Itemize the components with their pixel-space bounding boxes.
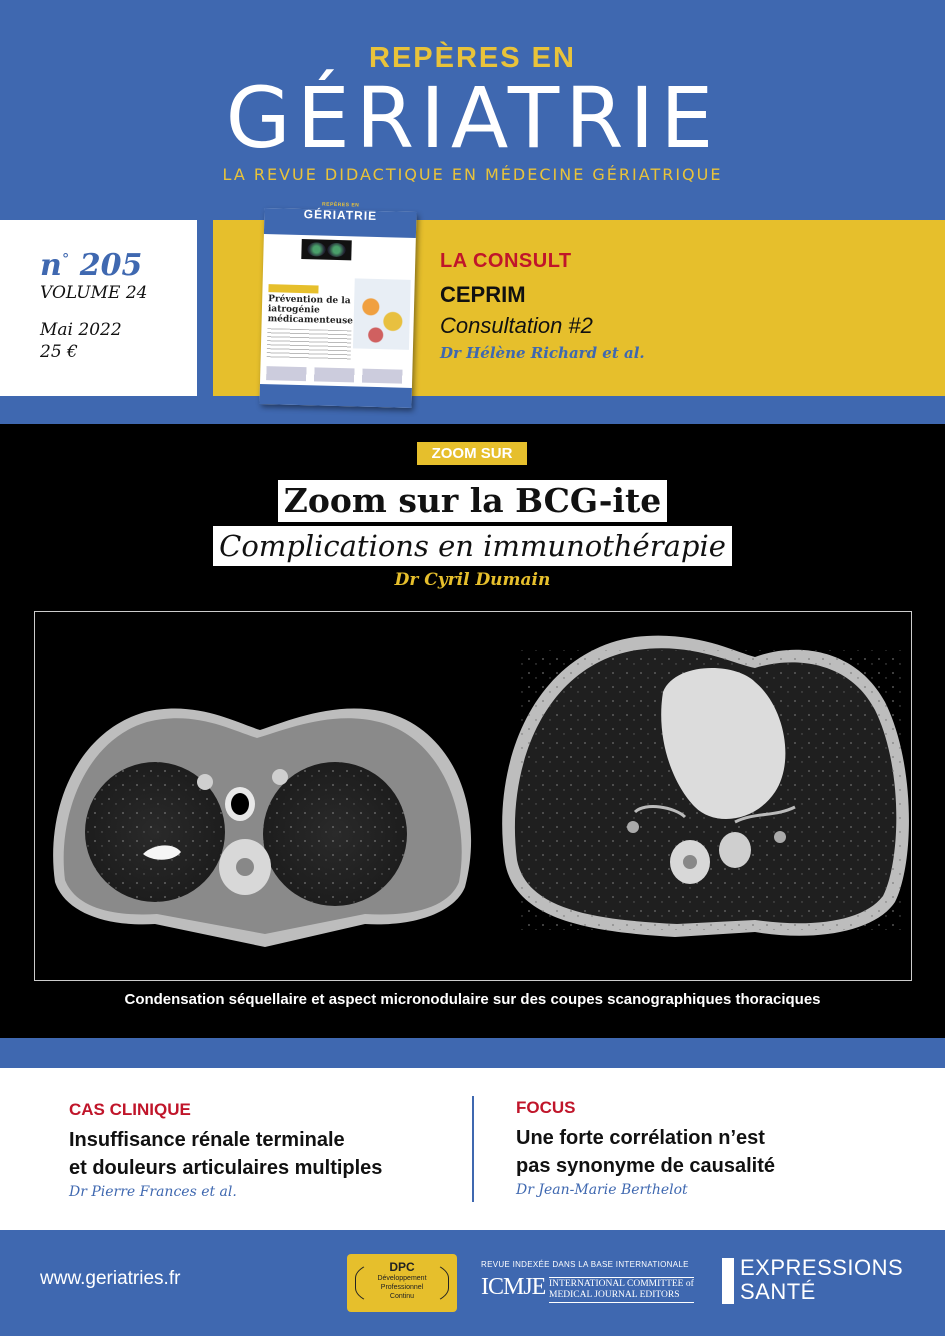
article-title-line: et douleurs articulaires multiples — [69, 1157, 383, 1179]
publisher-logo — [740, 1256, 903, 1304]
consult-title: CEPRIM — [440, 282, 526, 307]
issue-date: Mai 2022 — [40, 320, 122, 340]
mini-cover-brain-scan-image — [301, 239, 352, 260]
dpc-line: Développement — [377, 1275, 427, 1282]
ct-slice-right — [502, 636, 909, 937]
article-title — [516, 1124, 775, 1180]
consult-subtitle: Consultation #2 — [440, 313, 593, 338]
publisher-name-line: SANTÉ — [740, 1279, 816, 1304]
mini-cover-title: GÉRIATRIE — [303, 207, 378, 223]
zoom-subtitle: Complications en immunothérapie — [213, 526, 732, 566]
article-title-line: pas synonyme de causalité — [516, 1155, 776, 1177]
masthead-kicker: REPÈRES EN — [369, 42, 576, 74]
zoom-author: Dr Cyril Dumain — [394, 570, 551, 590]
article-category: FOCUS — [516, 1098, 576, 1117]
article-category: CAS CLINIQUE — [69, 1100, 191, 1119]
issue-number: n° 205 — [40, 248, 143, 283]
issue-info-box — [0, 220, 197, 396]
website-link[interactable]: www.geriatries.fr — [40, 1268, 181, 1289]
dpc-logo — [347, 1254, 457, 1312]
article-cas-clinique — [69, 1100, 382, 1200]
mini-cover-pills-image — [353, 278, 411, 349]
zoom-subtitle-wrap — [0, 526, 945, 566]
article-title — [69, 1126, 382, 1182]
mini-cover-yellow-tag — [268, 284, 318, 293]
masthead-tagline: LA REVUE DIDACTIQUE EN MÉDECINE GÉRIATRIQUE — [222, 165, 723, 184]
ct-scan-caption: Condensation séquellaire et aspect micronodulaire sur des coupes scanographiques thoraciques — [124, 991, 821, 1008]
consult-category: LA CONSULT — [440, 250, 572, 272]
icmje-full-name-line: MEDICAL JOURNAL EDITORS — [549, 1290, 680, 1300]
zoom-title: Zoom sur la BCG-ite — [278, 480, 667, 522]
mini-cover-headline: Prévention de la iatrogénie médicamenteuse — [267, 294, 354, 327]
consult-author: Dr Hélène Richard et al. — [440, 344, 645, 362]
dpc-line: Professionnel — [380, 1284, 424, 1291]
article-focus — [516, 1098, 775, 1198]
mini-cover-text-lines — [267, 328, 352, 360]
previous-issue-cover-thumbnail — [259, 201, 416, 408]
icmje-full-name — [549, 1277, 694, 1303]
dpc-line: Continu — [389, 1293, 415, 1300]
mini-cover-columns — [266, 366, 406, 384]
mini-cover-header — [264, 201, 417, 238]
publisher-logo-bar — [722, 1258, 734, 1304]
ct-scan-illustration — [35, 612, 913, 982]
publisher-name-line: EXPRESSIONS — [740, 1255, 904, 1280]
mini-cover-kicker: REPÈRES EN — [321, 201, 360, 209]
mini-cover-footer — [259, 384, 411, 408]
dpc-logo-mark — [355, 1258, 449, 1308]
consult-block — [440, 250, 645, 362]
icmje-full-name-line: INTERNATIONAL COMMITTEE of — [549, 1279, 694, 1289]
zoom-title-wrap — [0, 480, 945, 522]
article-title-line: Insuffisance rénale terminale — [69, 1129, 345, 1151]
article-title-line: Une forte corrélation n’est — [516, 1127, 765, 1149]
ct-scan-image — [34, 611, 912, 981]
masthead-title: GÉRIATRIE — [225, 69, 720, 167]
icmje-logo: ICMJE — [481, 1274, 546, 1300]
issue-volume: VOLUME 24 — [40, 283, 148, 303]
icmje-index-note: REVUE INDEXÉE DANS LA BASE INTERNATIONALE — [481, 1260, 689, 1269]
article-author: Dr Pierre Frances et al. — [69, 1184, 237, 1200]
dpc-acronym: DPC — [389, 1260, 415, 1274]
zoom-badge: ZOOM SUR — [417, 442, 527, 465]
masthead — [0, 0, 945, 220]
issue-date-price — [40, 319, 197, 363]
ct-slice-left — [53, 708, 471, 947]
column-divider — [472, 1096, 474, 1202]
article-author: Dr Jean-Marie Berthelot — [516, 1182, 688, 1198]
issue-price: 25 € — [40, 342, 78, 362]
